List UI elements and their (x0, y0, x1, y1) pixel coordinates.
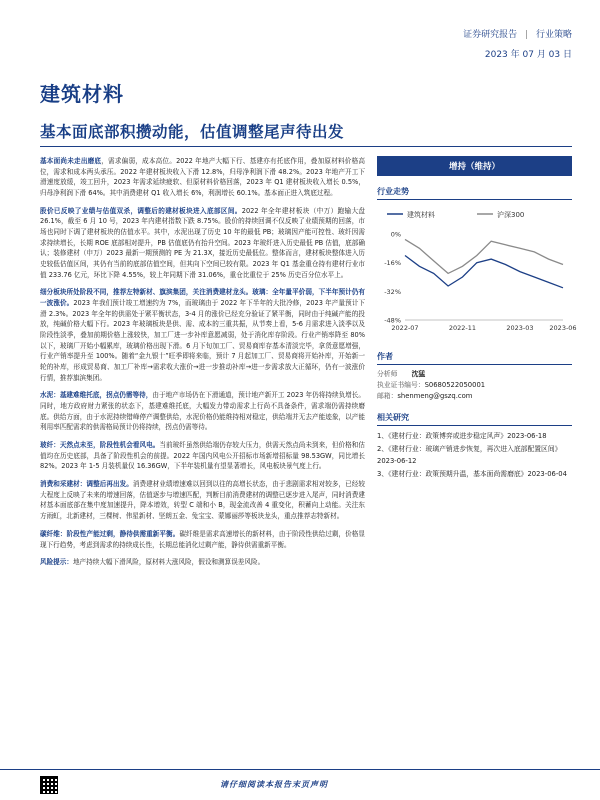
related-reports (377, 430, 572, 481)
body-paragraph (40, 529, 365, 550)
series-line (405, 239, 563, 273)
y-tick-label: 0% (390, 230, 401, 239)
related-report-link[interactable]: 1、《建材行业：政策博弈或进步稳定风声》2023-06-18 (377, 431, 547, 440)
rating-badge: 增持（维持） (377, 156, 572, 176)
trend-section-title: 行业走势 (377, 186, 572, 200)
body-paragraph (40, 287, 365, 383)
y-tick-label: -32% (384, 287, 401, 296)
paragraph-text: 消费建材业绩增速难以回到以往的高增长状态，由于悲剧需求相对较多，已经较大程度上反映了未来的增速回落，估值逐步与增速匹配，判断目前消费建材的调整已逐步进入尾声，同时消费建材基本面底部在集中度加速提升，降本增效，转型 C 端和小 B，现金流改善 4 重变化，积蓄向上动能。关注东方雨虹，北新建材，三棵树、伟星新材、坚朗五金、兔宝宝、蒙娜丽莎等板块龙头，重点推荐志特新材。 (40, 480, 366, 521)
x-tick-label: 2022-11 (448, 324, 477, 332)
paragraph-lead: 细分板块所处阶段不同，推荐左特新材、旗滨集团，关注消费建材龙头。玻璃：全年量平价弱，下半年预计仍有一波涨价。 (40, 288, 365, 308)
body-paragraph (40, 156, 365, 199)
legend-label: 沪深300 (497, 211, 525, 219)
email-row (377, 391, 572, 402)
x-tick-label: 2022-07 (391, 324, 419, 332)
body-paragraph (40, 440, 365, 472)
body-paragraph (40, 557, 365, 568)
analyst-label: 分析师 (377, 370, 398, 378)
trend-chart (377, 206, 577, 341)
email-link[interactable]: shenmeng@gszq.com (397, 391, 473, 400)
paragraph-text: 2023 年我们预计竣工增速约为 7%，而玻璃由于 2022 年下半年的大批冷修，2023 年产量预计下滑 2.3%。2023 年全年的供需处于紧平衡状态，3-4 月的涨价已经充分验证了紧平衡，同时由于纯碱产能的投放，纯碱价格大幅下行。2023 年玻璃板块是供、需、成本的三重共振，从节奏上看，5-6 月需求进入淡季以及阶段性淡季，叠加前期价格上涨较快，加工厂进一步补库意愿减弱，处于消化库存阶段。行业产销率降至 80%以下，玻璃厂开始小幅累库，玻璃价格出现下滑。6 月下旬加工厂、贸易商库存基本清淡完毕，拿货意愿增强，行业产销率提升至 100%。随着“金九银十”旺季即将来临，预计 7 月起加工厂、贸易商将开始补库，开始新一轮的补库，形成贸易商、加工厂补库→需求收大涨价→进一步推动补库→进一步需求放大正循环，仍有一波涨价行情，推荐旗滨集团。 (40, 299, 366, 382)
x-tick-label: 2023-06 (549, 324, 577, 332)
paragraph-text: 由于地产市场仍在下滑通道，预计地产新开工 2023 年仍将持续负增长。同时，地方政府财力紧张的状态下，基建难维托底，大幅发力带动需求上行尚不具备条件，需求端仍需持续磨底。供给方面，由于水泥持续错峰停产调整供给，水泥价格仍能维持相对稳定，供给端并无去产能迹象，以产能利用率匹配需求的供需格局预计仍将持续，拐点仍需等待。 (40, 391, 365, 432)
y-tick-label: -48% (384, 316, 401, 325)
paragraph-lead: 股价已反映了业绩与估值双杀，调整后的建材板块进入底部区间。 (40, 206, 242, 215)
series-line (405, 256, 563, 288)
analyst-name: 沈猛 (411, 370, 426, 378)
paragraph-lead: 水泥：基建难维托底，拐点仍需等待， (40, 391, 153, 400)
paragraph-text: 2022 年全年建材板块（中万）跑输大盘 26.1%，截至 6 月 10 号，2023 年内建材指数下跌 8.75%。股价的持续回调不仅反映了业绩预期的回落，市场也同时下调了建材板块的估值水平。其中，水泥出现了历史 10 年的最低 PB；玻璃因产能可控性、玻纤因需求持续增长，长期 ROE 底部相对提升，PB 估值底仍有抬升空间。2023 年玻纤进入历史最低 PB 估值，底部确认；装修建材（申万）2023 最新一期预测的 PE 为 21.3X，接近历史最低位。整体而言，建材板块整体进入历史较低估值区间，其仍有当前的底部估值空间，但其向下空间已较有限。2023 年 Q1 基金重仓持有建材行业市值 233.76 亿元，环比下降 4.55%，较上年同期下滑 31.06%，重仓比重位于 25% 历史百分位水平上。 (40, 206, 365, 279)
paragraph-lead: 碳纤维：阶段性产能过剩，静待供需重新平衡。 (40, 529, 180, 538)
analyst-row (377, 369, 572, 380)
paragraph-lead: 消费和采建材：调整后再出发。 (40, 480, 133, 489)
qr-code-icon (40, 776, 58, 794)
paragraph-lead: 风险提示： (40, 558, 73, 567)
cert-row (377, 380, 572, 391)
report-headline: 基本面底部积攒动能，估值调整尾声待出发 (40, 123, 345, 141)
paragraph-text: 当前玻纤虽然供给端仍存较大压力，供需天然点尚未到来，但价格和估值均在历史底部，具备了阶段性机会的前提。2022 年国内风电公开招标市场新增招标量 98.53GW，同比增长 82%。2023 年 1-5 月装机量仅 16.36GW，下半年装机量有望显著增长，风电板块景气度上行。 (40, 441, 366, 471)
related-report-link[interactable]: 2、《建材行业：玻璃产销进步恢复，再次进入底部配置区间》2023-06-12 (377, 444, 562, 466)
report-date: 2023 年 07 月 03 日 (484, 50, 572, 60)
report-body (40, 156, 365, 575)
author-section-title: 作者 (377, 351, 572, 365)
report-type: 证券研究报告 (463, 30, 518, 40)
paragraph-lead: 玻纤：天然点未至，阶段性机会看风电。 (40, 441, 160, 450)
body-paragraph (40, 479, 365, 522)
paragraph-lead: 基本面尚未走出磨底 (40, 157, 102, 165)
related-report-link[interactable]: 3、《建材行业：政策预期升温，基本面尚需磨底》2023-06-04 (377, 470, 567, 479)
paragraph-text: 地产持续大幅下滑风险，原材料大涨风险，假设和测算误差风险。 (72, 558, 265, 567)
legend-label: 建筑材料 (407, 211, 435, 219)
industry-title: 建筑材料 (40, 82, 124, 106)
cert-label: 执业证书编号： (377, 380, 425, 389)
meta-divider: | (525, 30, 529, 40)
footer-disclaimer: 请仔细阅读本报告末页声明 (220, 780, 328, 789)
page-footer (0, 769, 600, 800)
sidebar (377, 152, 577, 482)
email-label: 邮箱： (377, 391, 398, 400)
trend-chart-svg (377, 206, 577, 341)
body-paragraph (40, 390, 365, 433)
report-meta (463, 27, 572, 60)
report-category: 行业策略 (535, 30, 572, 40)
body-paragraph (40, 206, 365, 281)
header-divider (40, 146, 572, 147)
cert-number: S0680522050001 (424, 380, 486, 389)
y-tick-label: -16% (384, 259, 401, 268)
author-info (377, 369, 572, 402)
related-section-title: 相关研究 (377, 412, 572, 426)
paragraph-text: ，需求偏弱，成本高位。2022 年地产大幅下行、基建亦有托底作用，叠加原材料价格高位，需求和成本两头承压。2022 年建材板块收入下滑 12.8%，归母净利润下滑 48.2%。2023 年地产开工下滑速度放缓，竣工回升，2023 年需求延续疲软、但原材料价格回落，2023 年 Q1 建材板块收入增长 0.5%，归母净利润下滑 64%。其中消费建材 Q1 收入增长 6%，利润增长 60.1%。基本面正进入筑底过程。 (40, 157, 366, 198)
paragraph-text: 碳纤维是需求高速增长的新材料，由于阶段性供给过剩，价格显现下行趋势，考虑到需求的持续成长性，长期总能消化过剩产能，静待供需重新平衡。 (40, 529, 366, 549)
x-tick-label: 2023-03 (506, 324, 534, 332)
